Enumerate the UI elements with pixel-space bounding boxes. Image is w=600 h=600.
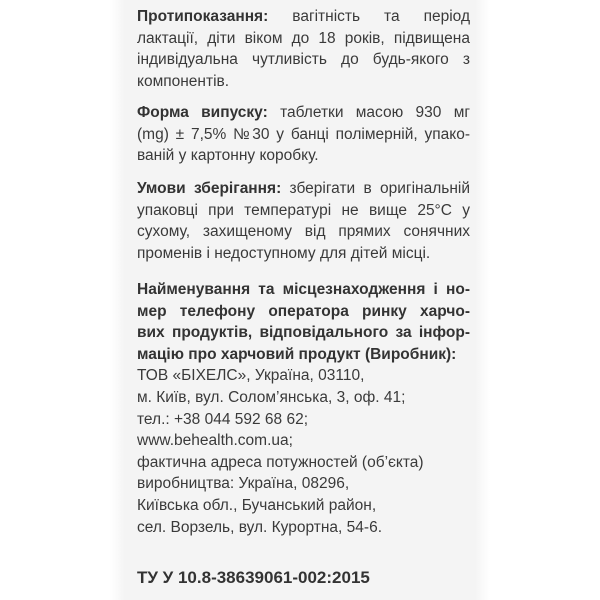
storage-line-2: упаковці при температурі не вище 25°С у xyxy=(137,201,470,219)
storage-text-1: зберігати в оригінальній xyxy=(281,180,470,197)
operator-facility-line-1: фактична адреса потужностей (об’єкта) xyxy=(137,453,424,471)
contraindications-line-4: компонентів. xyxy=(137,72,230,90)
operator-heading-line-1: Найменування та місцезнаходження і но- xyxy=(137,281,470,298)
operator-facility-line-2: виробництва: Україна, 08296, xyxy=(137,475,350,493)
operator-heading xyxy=(137,279,470,365)
release-form-section xyxy=(137,102,470,167)
storage-section xyxy=(137,178,470,264)
operator-phone: тел.: +38 044 592 68 62; xyxy=(137,410,309,428)
contraindications-section xyxy=(137,6,470,92)
storage-line-4: променів і недоступному для дітей місці. xyxy=(137,244,431,262)
contraindications-line-1 xyxy=(137,6,470,28)
release-form-line-3: ваній у картонну коробку. xyxy=(137,147,319,165)
release-form-line-2: (mg) ± 7,5% №30 у банці полімерній, упако- xyxy=(137,125,470,143)
operator-heading-line-4: мацію про харчовий продукт (Виробник): xyxy=(137,345,457,363)
storage-line-3: сухому, захищеному від прямих сонячних xyxy=(137,223,470,241)
operator-section xyxy=(137,279,470,538)
contraindications-label: Протипоказання: xyxy=(137,8,269,25)
operator-heading-line-2: мер телефону оператора ринку харчо- xyxy=(137,302,470,320)
release-form-label: Форма випуску: xyxy=(137,104,268,121)
release-form-line-1 xyxy=(137,102,470,124)
operator-facility-line-4: сел. Ворзель, вул. Курортна, 54-6. xyxy=(137,518,382,536)
operator-address: м. Київ, вул. Солом’янська, 3, оф. 41; xyxy=(137,388,406,406)
release-form-text-1: таблетки масою 930 мг xyxy=(267,104,470,121)
tu-code: ТУ У 10.8-38639061-002:2015 xyxy=(137,568,370,587)
contraindications-line-2: лактації, діти віком до 18 років, підвищена xyxy=(137,29,470,47)
storage-line-1 xyxy=(137,178,470,200)
contraindications-line-3: індивідуальна чутливість до будь-якого з xyxy=(137,51,470,69)
contraindications-text-1: вагітність та період xyxy=(268,8,470,25)
operator-facility-line-3: Київська обл., Бучанський район, xyxy=(137,496,377,514)
operator-heading-line-3: вих продуктів, відповідального за інфор- xyxy=(137,324,470,342)
operator-website: www.behealth.com.ua; xyxy=(137,432,293,450)
storage-label: Умови зберігання: xyxy=(137,180,282,197)
operator-company: ТОВ «БІХЕЛС», Україна, 03110, xyxy=(137,367,365,385)
